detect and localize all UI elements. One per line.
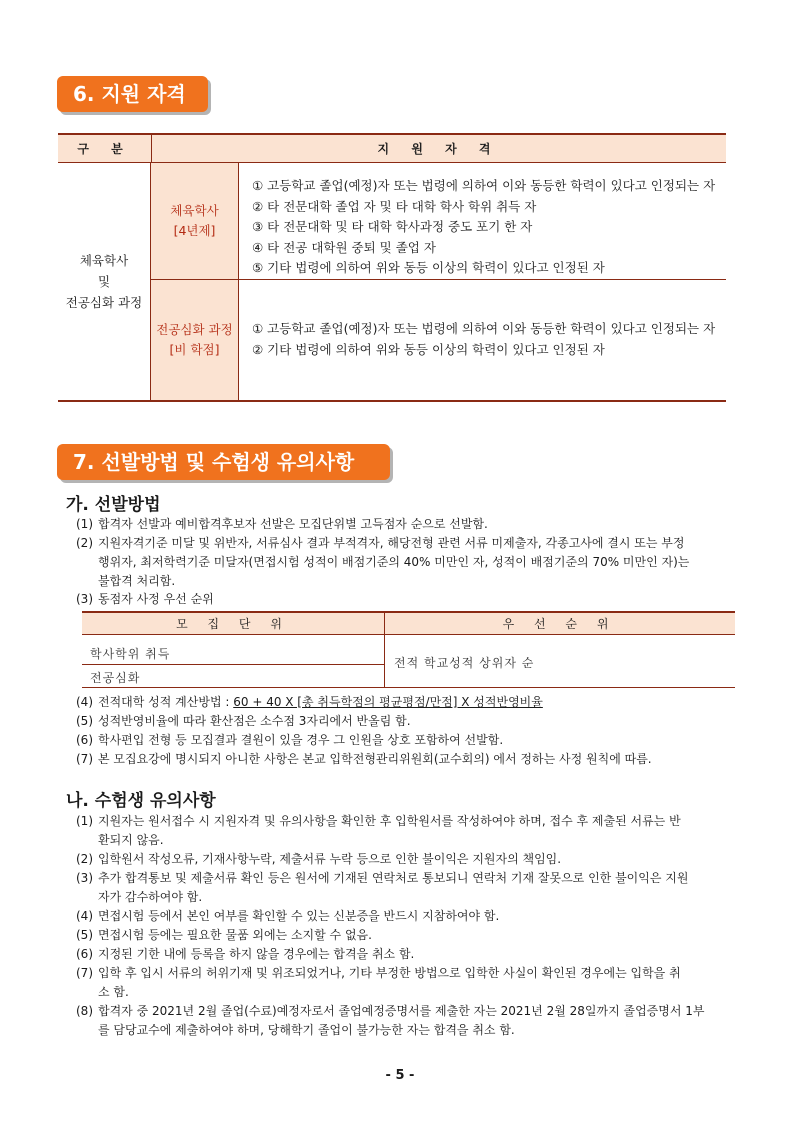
qualification-item: ② 타 전문대학 졸업 자 및 타 대학 학사 학위 취득 자: [252, 198, 537, 214]
header-unit: 모 집 단 위: [82, 613, 385, 635]
item-text: 동점자 사정 우선 순위: [98, 592, 214, 606]
qualification-item: ④ 타 전공 대학원 중퇴 및 졸업 자: [252, 239, 436, 255]
item-text: 면접시험 등에서 본인 여부를 확인할 수 있는 신분증을 반드시 지참하여야 함.: [98, 909, 500, 923]
item-text: 합격자 중 2021년 2월 졸업(수료)예정자로서 졸업예정증명서를 제출한 자는 2021년 2월 28일까지 졸업증명서 1부: [98, 1004, 705, 1018]
item-text: 추가 합격통보 및 제출서류 확인 등은 원서에 기재된 연락처로 통보되니 연락처 기재 잘못으로 인한 불이익은 지원: [98, 871, 689, 885]
selection-item-6: [76, 731, 746, 750]
selection-item-3: [76, 590, 746, 609]
program-bachelor: [151, 163, 239, 280]
item-text: 지원자는 원서접수 시 지원자격 및 유의사항을 확인한 후 입학원서를 작성하여야 하며, 접수 후 제출된 서류는 반: [98, 814, 681, 828]
selection-item-5: [76, 712, 746, 731]
notice-item-4: [76, 907, 746, 926]
advanced-qualification-list: [252, 319, 715, 360]
unit-advanced: 전공심화: [90, 671, 141, 685]
item-text: 지정된 기한 내에 등록을 하지 않을 경우에는 합격을 취소 함.: [98, 947, 415, 961]
row-divider: [82, 664, 384, 665]
program-term: [비 학점]: [169, 342, 220, 357]
notice-item-8: [76, 1002, 746, 1040]
priority-table-header: [82, 611, 735, 635]
notice-item-7: [76, 964, 746, 1002]
notice-item-1: [76, 812, 746, 850]
item-number: (5): [76, 928, 93, 942]
qualification-table: [58, 133, 726, 402]
selection-item-4: [76, 693, 746, 712]
category-line: 전공심화 과정: [65, 295, 143, 310]
program-term: [4년제]: [173, 223, 216, 238]
page-number: - 5 -: [385, 1068, 415, 1083]
item-text: 전적대학 성적 계산방법 :: [98, 695, 234, 709]
category-line: 및: [97, 274, 111, 289]
qualification-item: ① 고등학교 졸업(예정)자 또는 법령에 의하여 이와 동등한 학력이 있다고 인정되는 자: [252, 178, 716, 193]
item-continuation: 환되지 않음.: [98, 833, 164, 847]
header-category: 구 분: [58, 135, 152, 163]
item-number: (6): [76, 733, 93, 747]
table-bottom-rule: [58, 400, 726, 402]
program-name: 체육학사: [170, 203, 219, 218]
notice-item-6: [76, 945, 746, 964]
item-text: 입학 후 입시 서류의 허위기재 및 위조되었거나, 기타 부정한 방법으로 입학한 사실이 확인된 경우에는 입학을 취: [98, 966, 681, 980]
column-divider: [384, 635, 385, 688]
category-cell: [58, 163, 151, 400]
item-number: (2): [76, 852, 93, 866]
qualification-table-header: [58, 133, 726, 163]
item-number: (4): [76, 909, 93, 923]
selection-item-1: [76, 515, 746, 534]
item-text: 합격자 선발과 예비합격후보자 선발은 모집단위별 고득점자 순으로 선발함.: [98, 517, 488, 531]
item-text: 지원자격기준 미달 및 위반자, 서류심사 결과 부적격자, 해당전형 관련 서류 미제출자, 각종고사에 결시 또는 부정: [98, 536, 685, 550]
section-7-title: 7. 선발방법 및 수험생 유의사항: [57, 444, 390, 480]
header-priority: 우 선 순 위: [502, 617, 617, 631]
item-text: 성적반영비율에 따라 환산점은 소수점 3자리에서 반올림 함.: [98, 714, 411, 728]
header-qualification: 지 원 자 격: [377, 142, 500, 156]
qualification-item: ① 고등학교 졸업(예정)자 또는 법령에 의하여 이와 동등한 학력이 있다고 인정되는 자: [252, 321, 716, 336]
qualification-item: ⑤ 기타 법령에 의하여 위와 동등 이상의 학력이 있다고 인정된 자: [252, 260, 605, 275]
item-continuation: 를 담당교수에 제출하여야 하며, 당해학기 졸업이 불가능한 자는 합격을 취소 함.: [98, 1023, 515, 1037]
section-6-title: 6. 지원 자격: [57, 76, 208, 112]
tie-priority-table: [82, 611, 735, 688]
item-number: (2): [76, 536, 93, 550]
qualification-item: ③ 타 전문대학 및 타 대학 학사과정 중도 포기 한 자: [252, 219, 533, 234]
priority-rule: 전적 학교성적 상위자 순: [394, 656, 535, 670]
item-text: 면접시험 등에는 필요한 물품 외에는 소지할 수 없음.: [98, 928, 372, 942]
item-text: 입학원서 작성오류, 기재사항누락, 제출서류 누락 등으로 인한 불이익은 지원자의 책임임.: [98, 852, 562, 866]
selection-item-2: [76, 534, 746, 591]
program-name: 전공심화 과정: [156, 322, 233, 337]
bachelor-qualification-list: [252, 176, 715, 279]
item-number: (4): [76, 695, 93, 709]
applicant-notes-heading: 나. 수험생 유의사항: [66, 791, 216, 811]
notice-item-2: [76, 850, 746, 869]
item-number: (3): [76, 871, 93, 885]
grade-formula: 60 + 40 X [총 취득학점의 평균평점/만점] X 성적반영비율: [233, 695, 543, 709]
item-number: (7): [76, 752, 93, 766]
qualification-item: ② 기타 법령에 의하여 위와 동등 이상의 학력이 있다고 인정된 자: [252, 341, 605, 357]
item-number: (1): [76, 814, 93, 828]
item-number: (3): [76, 592, 93, 606]
item-continuation: 행위자, 최저학력기준 미달자(면접시험 성적이 배점기준의 40% 미만인 자, 성적이 배점기준의 70% 미만인 자)는: [98, 555, 690, 569]
item-number: (1): [76, 517, 93, 531]
notice-item-3: [76, 869, 746, 907]
notice-item-5: [76, 926, 746, 945]
item-continuation: 소 함.: [98, 985, 129, 999]
item-number: (5): [76, 714, 93, 728]
category-line: 체육학사: [79, 253, 129, 268]
item-continuation: 자가 감수하여야 함.: [98, 890, 203, 904]
item-text: 학사편입 전형 등 모집결과 결원이 있을 경우 그 인원을 상호 포함하여 선발함.: [98, 733, 504, 747]
program-advanced: [151, 280, 239, 400]
item-number: (7): [76, 966, 93, 980]
unit-bachelor: 학사학위 취득: [90, 647, 171, 661]
item-continuation: 불합격 처리함.: [98, 574, 176, 588]
item-number: (6): [76, 947, 93, 961]
row-divider: [239, 279, 726, 280]
item-number: (8): [76, 1004, 93, 1018]
table-bottom-rule: [82, 687, 735, 688]
selection-method-heading: 가. 선발방법: [66, 495, 161, 515]
item-text: 본 모집요강에 명시되지 아니한 사항은 본교 입학전형관리위원회(교수회의) 에서 정하는 사정 원칙에 따름.: [98, 752, 652, 766]
selection-item-7: [76, 750, 746, 769]
